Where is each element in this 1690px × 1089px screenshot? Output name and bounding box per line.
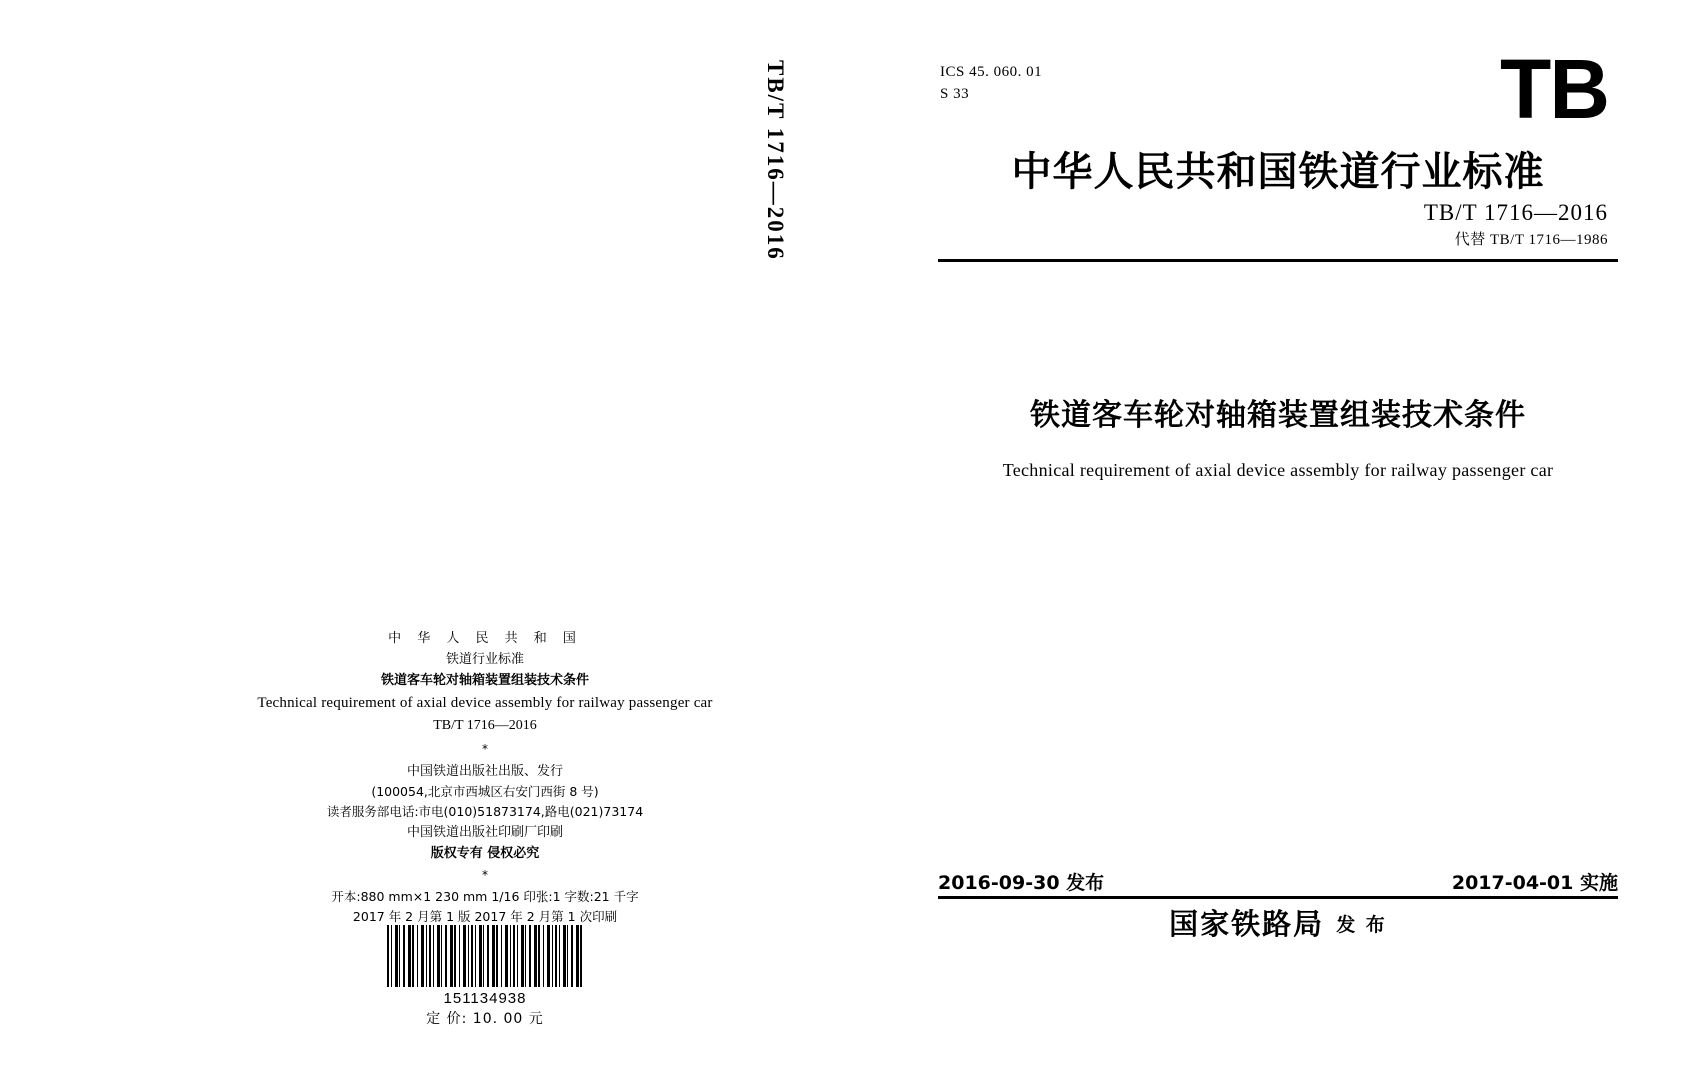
colophon-divider-star-2: * xyxy=(482,868,488,883)
standard-authority-title: 中华人民共和国铁道行业标准 xyxy=(1011,149,1545,195)
issue-date: 2016-09-30 发布 xyxy=(938,872,1105,894)
front-cover xyxy=(930,0,1630,1089)
colophon-publisher: 中国铁道出版社出版、发行 xyxy=(406,763,563,779)
document-title-english: Technical requirement of axial device assembly for railway passenger car xyxy=(1002,460,1554,480)
issuer-block xyxy=(938,902,1618,943)
divider-top xyxy=(938,259,1618,262)
tb-logo: TB xyxy=(1500,42,1608,136)
colophon-divider-star-1: * xyxy=(482,742,488,757)
barcode-number: 151134938 xyxy=(443,990,527,1007)
barcode-block xyxy=(385,925,585,1007)
divider-bottom xyxy=(938,896,1618,899)
colophon-format: 开本:880 mm×1 230 mm 1/16 印张:1 字数:21 千字 xyxy=(331,888,639,904)
colophon-standard-type: 铁道行业标准 xyxy=(445,652,524,668)
colophon-title-en: Technical requirement of axial device assembly for railway passenger car xyxy=(257,695,713,712)
colophon-printer: 中国铁道出版社印刷厂印刷 xyxy=(406,825,563,841)
colophon-standard-number: TB/T 1716—2016 xyxy=(433,718,537,734)
barcode-image xyxy=(387,925,583,987)
spine-standard-number: TB/T 1716—2016 xyxy=(763,60,788,261)
standard-replaces: 代替 TB/T 1716—1986 xyxy=(1454,232,1608,248)
implementation-date: 2017-04-01 实施 xyxy=(1451,872,1618,894)
colophon-address: (100054,北京市西城区右安门西街 8 号) xyxy=(371,783,599,799)
spine xyxy=(762,60,802,280)
standard-number: TB/T 1716—2016 xyxy=(1423,200,1608,225)
back-cover xyxy=(240,0,730,1089)
price-label: 定 价: 10. 00 元 xyxy=(426,1011,544,1027)
ics-classification xyxy=(940,62,1042,106)
ccs-code: S 33 xyxy=(940,85,970,102)
colophon-country: 中 华 人 民 共 和 国 xyxy=(388,631,582,646)
date-row xyxy=(938,868,1618,895)
issuer-organization: 国家铁路局 xyxy=(1169,907,1325,941)
colophon-phone: 读者服务部电话:市电(010)51873174,路电(021)73174 xyxy=(326,803,644,819)
issuer-action: 发 布 xyxy=(1336,914,1387,936)
document-title-chinese: 铁道客车轮对轴箱装置组装技术条件 xyxy=(1030,398,1526,433)
colophon-title-cn: 铁道客车轮对轴箱装置组装技术条件 xyxy=(380,673,589,689)
ics-code: ICS 45. 060. 01 xyxy=(940,64,1043,80)
colophon-edition: 2017 年 2 月第 1 版 2017 年 2 月第 1 次印刷 xyxy=(352,908,618,924)
colophon xyxy=(240,628,730,949)
colophon-copyright: 版权专有 侵权必究 xyxy=(430,846,540,862)
